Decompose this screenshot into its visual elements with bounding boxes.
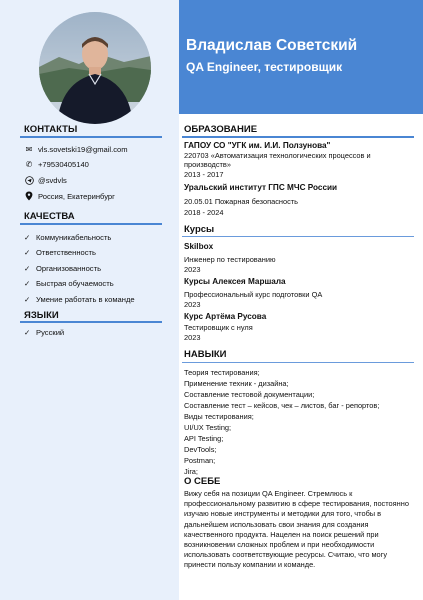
contact-telegram[interactable]: @svdvls [24, 176, 67, 185]
education-specialty: 20.05.01 Пожарная безопасность [184, 197, 299, 206]
telegram-icon [24, 176, 34, 185]
candidate-role: QA Engineer, тестировщик [186, 60, 343, 74]
courses-rule [182, 236, 414, 237]
contacts-title: КОНТАКТЫ [24, 124, 78, 135]
skill-item: Составление тестовой документации; [184, 390, 315, 399]
contact-phone[interactable]: ✆ +79530405140 [25, 160, 89, 169]
quality-item: ✓ Организованность [24, 264, 102, 273]
education-specialty: производств» [184, 160, 231, 169]
checkmark-icon: ✓ [24, 295, 31, 304]
course-desc: Инженер по тестированию [184, 255, 276, 264]
course-year: 2023 [184, 265, 201, 274]
mail-icon: ✉ [25, 145, 33, 154]
header-band [179, 0, 423, 114]
skill-item: DevTools; [184, 445, 217, 454]
quality-item: ✓ Быстрая обучаемость [24, 279, 114, 288]
course-desc: Тестировщик с нуля [184, 323, 253, 332]
quality-item: ✓ Умение работать в команде [24, 295, 135, 304]
course-name: Курсы Алексея Маршала [184, 277, 286, 286]
education-rule [182, 136, 414, 138]
checkmark-icon: ✓ [24, 264, 31, 273]
profile-photo [39, 12, 151, 124]
quality-item: ✓ Ответственность [24, 248, 96, 257]
course-desc: Профессиональный курс подготовки QA [184, 290, 323, 299]
checkmark-icon: ✓ [24, 248, 31, 257]
education-school: ГАПОУ СО "УГК им. И.И. Ползунова" [184, 141, 331, 150]
contact-email[interactable]: ✉ vls.sovetski19@gmail.com [25, 145, 128, 154]
checkmark-icon: ✓ [24, 279, 31, 288]
skill-item: Применение техник - дизайна; [184, 379, 289, 388]
skills-title: НАВЫКИ [184, 349, 227, 360]
about-text: Вижу себя на позиции QA Engineer. Стремлюсь к профессиональному развитию в сфере тестирования, постоянно изучаю новые инструменты и методики для того, чтобы в дальнейшем использовать свои знания для создания качественного продукта. Нацелен на поиск решений при возникновении сложных проблем и при необходимости использовать соответствующие ресурсы. Считаю, что могу принести пользу компании и команде. [184, 489, 409, 570]
education-years: 2018 - 2024 [184, 208, 224, 217]
candidate-name: Владислав Советский [186, 37, 358, 54]
courses-title: Курсы [184, 224, 215, 235]
education-school: Уральский институт ГПС МЧС России [184, 183, 338, 192]
quality-item: ✓ Коммуникабельность [24, 233, 112, 242]
checkmark-icon: ✓ [24, 328, 31, 337]
contacts-rule [20, 136, 162, 138]
language-item: ✓ Русский [24, 328, 65, 337]
skill-item: Составление тест – кейсов, чек – листов, баг - репортов; [184, 401, 380, 410]
phone-icon: ✆ [25, 160, 33, 169]
skills-rule [182, 362, 414, 363]
education-years: 2013 - 2017 [184, 170, 224, 179]
languages-rule [20, 321, 162, 323]
location-pin-icon [24, 191, 34, 201]
course-name: Курс Артёма Русова [184, 312, 267, 321]
languages-title: ЯЗЫКИ [24, 310, 59, 321]
skill-item: UI/UX Testing; [184, 423, 232, 432]
qualities-title: КАЧЕСТВА [24, 211, 75, 222]
skill-item: Виды тестирования; [184, 412, 254, 421]
about-title: О СЕБЕ [184, 476, 221, 487]
skill-item: Jira; [184, 467, 198, 476]
education-title: ОБРАЗОВАНИЕ [184, 124, 258, 135]
course-year: 2023 [184, 300, 201, 309]
skill-item: API Testing; [184, 434, 224, 443]
contact-location: Россия, Екатеринбург [24, 191, 115, 201]
checkmark-icon: ✓ [24, 233, 31, 242]
education-specialty: 220703 «Автоматизация технологических процессов и [184, 151, 371, 160]
course-name: Skilbox [184, 242, 214, 251]
skill-item: Postman; [184, 456, 216, 465]
skill-item: Теория тестирования; [184, 368, 260, 377]
qualities-rule [20, 223, 162, 225]
course-year: 2023 [184, 333, 201, 342]
